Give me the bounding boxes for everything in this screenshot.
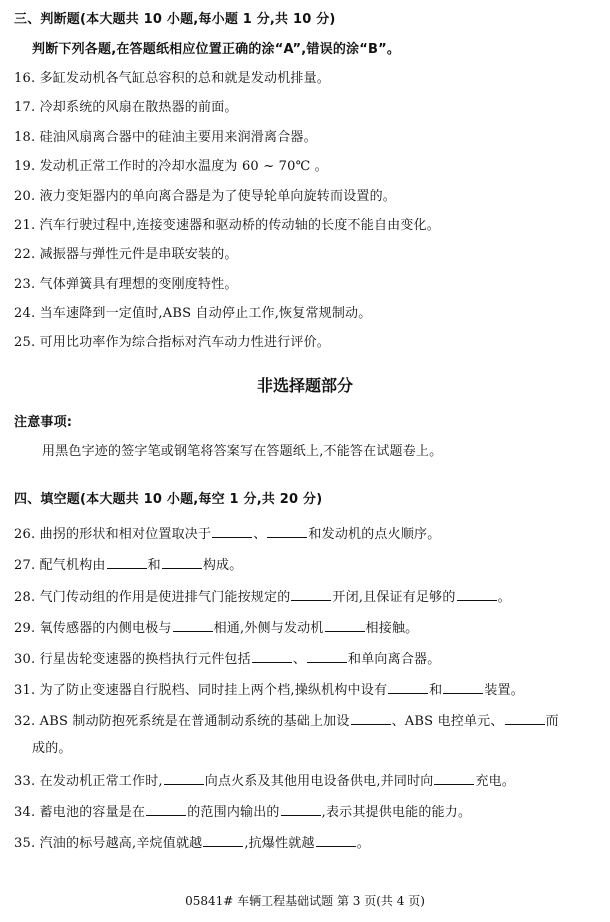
- answer-blank[interactable]: [281, 802, 321, 816]
- question-16: 16. 多缸发动机各气缸总容积的总和就是发动机排量。: [14, 71, 331, 86]
- answer-blank[interactable]: [388, 680, 428, 694]
- question-20: 20. 液力变矩器内的单向离合器是为了使导轮单向旋转而设置的。: [14, 189, 397, 204]
- question-29: 29. 氧传感器的内侧电极与 相通,外侧与发动机 相接触。: [14, 618, 418, 638]
- question-26: 26. 曲拐的形状和相对位置取决于 、 和发动机的点火顺序。: [14, 524, 440, 544]
- question-18: 18. 硅油风扇离合器中的硅油主要用来润滑离合器。: [14, 130, 317, 145]
- question-25: 25. 可用比功率作为综合指标对汽车动力性进行评价。: [14, 335, 331, 350]
- question-28: 28. 气门传动组的作用是使进排气门能按规定的 开闭,且保证有足够的 。: [14, 587, 511, 607]
- answer-blank[interactable]: [164, 771, 204, 785]
- section3-heading: 三、判断题(本大题共 10 小题,每小题 1 分,共 10 分): [14, 12, 336, 27]
- notice-text: 用黑色字迹的签字笔或钢笔将答案写在答题纸上,不能答在试题卷上。: [42, 444, 443, 459]
- answer-blank[interactable]: [291, 587, 331, 601]
- answer-blank[interactable]: [434, 771, 474, 785]
- answer-blank[interactable]: [212, 524, 252, 538]
- answer-blank[interactable]: [457, 587, 497, 601]
- question-32-continued: 成的。: [32, 741, 72, 756]
- answer-blank[interactable]: [505, 711, 545, 725]
- answer-blank[interactable]: [162, 555, 202, 569]
- answer-blank[interactable]: [351, 711, 391, 725]
- section4-heading: 四、填空题(本大题共 10 小题,每空 1 分,共 20 分): [14, 492, 323, 507]
- answer-blank[interactable]: [173, 618, 213, 632]
- question-35: 35. 汽油的标号越高,辛烷值就越 ,抗爆性就越 。: [14, 833, 370, 853]
- question-31: 31. 为了防止变速器自行脱档、同时挂上两个档,操纵机构中设有 和 装置。: [14, 680, 524, 700]
- question-33: 33. 在发动机正常工作时, 向点火系及其他用电设备供电,并同时向 充电。: [14, 771, 515, 791]
- question-34: 34. 蓄电池的容量是在 的范围内输出的 ,表示其提供电能的能力。: [14, 802, 471, 822]
- question-19: 19. 发动机正常工作时的冷却水温度为 60 ~ 70℃ 。: [14, 159, 328, 174]
- question-22: 22. 减振器与弹性元件是串联安装的。: [14, 247, 238, 262]
- answer-blank[interactable]: [203, 833, 243, 847]
- answer-blank[interactable]: [267, 524, 307, 538]
- question-21: 21. 汽车行驶过程中,连接变速器和驱动桥的传动轴的长度不能自由变化。: [14, 218, 440, 233]
- question-32: 32. ABS 制动防抱死系统是在普通制动系统的基础上加设 、ABS 电控单元、 而: [14, 711, 559, 731]
- part-title: 非选择题部分: [256, 376, 353, 395]
- question-23: 23. 气体弹簧具有理想的变刚度特性。: [14, 277, 238, 292]
- section3-instruction: 判断下列各题,在答题纸相应位置正确的涂“A”,错误的涂“B”。: [32, 42, 401, 57]
- question-17: 17. 冷却系统的风扇在散热器的前面。: [14, 100, 238, 115]
- answer-blank[interactable]: [107, 555, 147, 569]
- answer-blank[interactable]: [325, 618, 365, 632]
- answer-blank[interactable]: [146, 802, 186, 816]
- answer-blank[interactable]: [443, 680, 483, 694]
- notice-title: 注意事项:: [14, 415, 73, 430]
- question-27: 27. 配气机构由 和 构成。: [14, 555, 242, 575]
- page-footer: 05841# 车辆工程基础试题 第 3 页(共 4 页): [185, 894, 425, 908]
- answer-blank[interactable]: [316, 833, 356, 847]
- question-24: 24. 当车速降到一定值时,ABS 自动停止工作,恢复常规制动。: [14, 306, 372, 321]
- answer-blank[interactable]: [307, 649, 347, 663]
- question-30: 30. 行星齿轮变速器的换档执行元件包括 、 和单向离合器。: [14, 649, 440, 669]
- answer-blank[interactable]: [252, 649, 292, 663]
